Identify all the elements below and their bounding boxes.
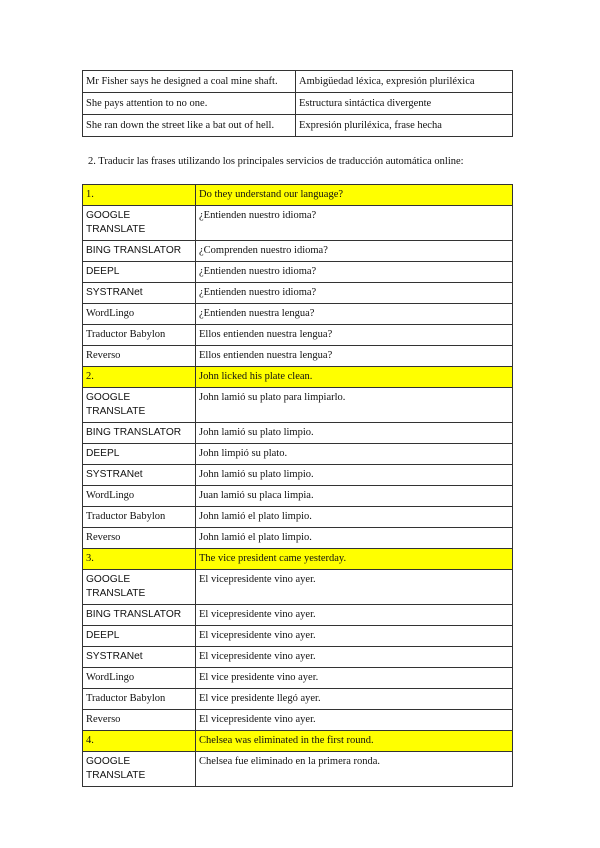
service-name: GOOGLE TRANSLATE xyxy=(83,570,196,605)
table-row xyxy=(83,507,513,528)
translation-text: El vicepresidente vino ayer. xyxy=(196,626,513,647)
table-row xyxy=(83,570,513,605)
table-row xyxy=(83,626,513,647)
translation-text: John lamió su plato limpio. xyxy=(196,465,513,486)
sentence-header-row xyxy=(83,549,513,570)
service-name: DEEPL xyxy=(83,262,196,283)
sentence-cell: She pays attention to no one. xyxy=(83,93,296,115)
source-sentence: Do they understand our language? xyxy=(196,185,513,206)
service-name: SYSTRANet xyxy=(83,283,196,304)
table-row xyxy=(83,605,513,626)
translation-text: El vice presidente llegó ayer. xyxy=(196,689,513,710)
translation-text: Juan lamió su placa limpia. xyxy=(196,486,513,507)
translation-text: ¿Comprenden nuestro idioma? xyxy=(196,241,513,262)
translation-text: Ellos entienden nuestra lengua? xyxy=(196,346,513,367)
sentence-number: 1. xyxy=(83,185,196,206)
table-row xyxy=(83,710,513,731)
table-row xyxy=(83,241,513,262)
service-name: Reverso xyxy=(83,528,196,549)
sentence-header-row xyxy=(83,731,513,752)
service-name: WordLingo xyxy=(83,668,196,689)
service-name: GOOGLE TRANSLATE xyxy=(83,388,196,423)
analysis-cell: Expresión pluriléxica, frase hecha xyxy=(296,115,513,137)
translation-text: John lamió su plato para limpiarlo. xyxy=(196,388,513,423)
sentence-header-row xyxy=(83,367,513,388)
table-row xyxy=(83,283,513,304)
analysis-cell: Ambigüedad léxica, expresión pluriléxica xyxy=(296,71,513,93)
service-name: GOOGLE TRANSLATE xyxy=(83,752,196,787)
translation-text: El vicepresidente vino ayer. xyxy=(196,647,513,668)
service-name: DEEPL xyxy=(83,444,196,465)
table-row xyxy=(83,262,513,283)
translation-text: ¿Entienden nuestro idioma? xyxy=(196,262,513,283)
translation-text: ¿Entienden nuestro idioma? xyxy=(196,283,513,304)
table-row xyxy=(83,206,513,241)
table-row xyxy=(83,423,513,444)
table-row xyxy=(83,486,513,507)
service-name: WordLingo xyxy=(83,304,196,325)
translation-text: El vicepresidente vino ayer. xyxy=(196,605,513,626)
section-instruction: 2. Traducir las frases utilizando los principales servicios de traducción automática online: xyxy=(88,156,464,167)
sentence-number: 2. xyxy=(83,367,196,388)
analysis-table xyxy=(82,70,513,137)
translation-text: John lamió el plato limpio. xyxy=(196,507,513,528)
table-row xyxy=(83,93,513,115)
analysis-cell: Estructura sintáctica divergente xyxy=(296,93,513,115)
table-row xyxy=(83,304,513,325)
translation-text: Chelsea fue eliminado en la primera ronda. xyxy=(196,752,513,787)
table-row xyxy=(83,465,513,486)
translation-text: John lamió su plato limpio. xyxy=(196,423,513,444)
translation-text: John limpió su plato. xyxy=(196,444,513,465)
translation-text: ¿Entienden nuestra lengua? xyxy=(196,304,513,325)
table-row xyxy=(83,689,513,710)
table-row xyxy=(83,528,513,549)
source-sentence: John licked his plate clean. xyxy=(196,367,513,388)
service-name: SYSTRANet xyxy=(83,465,196,486)
table-row xyxy=(83,647,513,668)
table-row xyxy=(83,668,513,689)
table-row xyxy=(83,444,513,465)
translation-text: ¿Entienden nuestro idioma? xyxy=(196,206,513,241)
service-name: DEEPL xyxy=(83,626,196,647)
service-name: Traductor Babylon xyxy=(83,689,196,710)
table-row xyxy=(83,115,513,137)
service-name: Traductor Babylon xyxy=(83,325,196,346)
translation-text: Ellos entienden nuestra lengua? xyxy=(196,325,513,346)
service-name: WordLingo xyxy=(83,486,196,507)
service-name: Traductor Babylon xyxy=(83,507,196,528)
translation-text: El vice presidente vino ayer. xyxy=(196,668,513,689)
service-name: GOOGLE TRANSLATE xyxy=(83,206,196,241)
table-row xyxy=(83,752,513,787)
translation-table xyxy=(82,184,513,787)
service-name: SYSTRANet xyxy=(83,647,196,668)
sentence-number: 4. xyxy=(83,731,196,752)
service-name: Reverso xyxy=(83,710,196,731)
source-sentence: Chelsea was eliminated in the first round. xyxy=(196,731,513,752)
table-row xyxy=(83,325,513,346)
table-row xyxy=(83,388,513,423)
table-row xyxy=(83,346,513,367)
service-name: BING TRANSLATOR xyxy=(83,423,196,444)
service-name: Reverso xyxy=(83,346,196,367)
sentence-cell: She ran down the street like a bat out of hell. xyxy=(83,115,296,137)
service-name: BING TRANSLATOR xyxy=(83,605,196,626)
service-name: BING TRANSLATOR xyxy=(83,241,196,262)
translation-text: El vicepresidente vino ayer. xyxy=(196,570,513,605)
translation-text: John lamió el plato limpio. xyxy=(196,528,513,549)
table-row xyxy=(83,71,513,93)
sentence-cell: Mr Fisher says he designed a coal mine shaft. xyxy=(83,71,296,93)
sentence-number: 3. xyxy=(83,549,196,570)
source-sentence: The vice president came yesterday. xyxy=(196,549,513,570)
translation-text: El vicepresidente vino ayer. xyxy=(196,710,513,731)
sentence-header-row xyxy=(83,185,513,206)
